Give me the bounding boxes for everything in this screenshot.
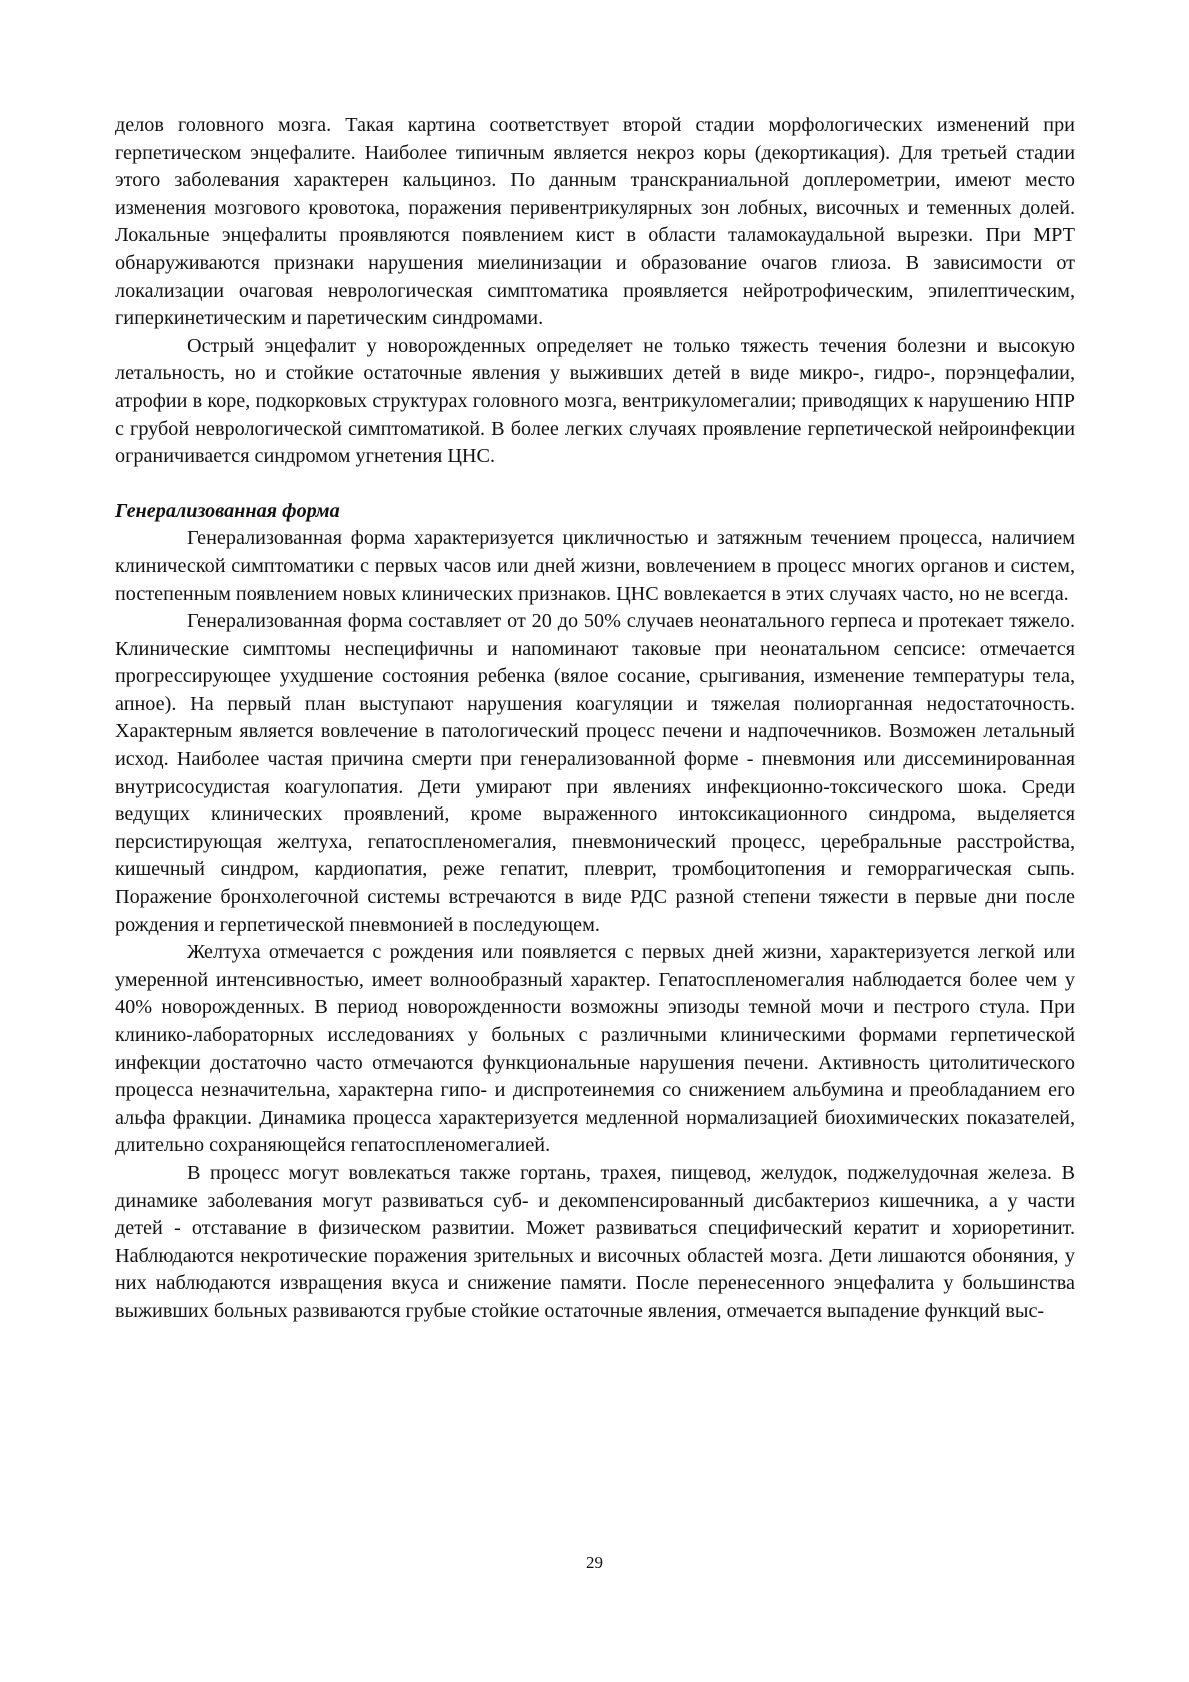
paragraph-jaundice: Желтуха отмечается с рождения или появляется с первых дней жизни, характеризуется легкой или умеренной интенсивностью, имеет волнообразный характер. Гепатоспленомегалия наблюдается более чем у 40% новорожденных. В период новорожденности возможны эпизоды темной мочи и пестрого стула. При клинико-лабораторных исследованиях у больных с различными клиническими формами герпетической инфекции достаточно часто отмечаются функциональные нарушения печени. Активность цитолитического процесса незначительна, характерна гипо- и диспротеинемия со снижением альбумина и преобладанием его альфа фракции. Динамика процесса характеризуется медленной нормализацией биохимических показателей, длительно сохраняющейся гепатоспленомегалией. bbox=[115, 941, 1075, 1157]
paragraph-organ-involvement: В процесс могут вовлекаться также гортань, трахея, пищевод, желудок, поджелудочная железа. В динамике заболевания могут развиваться суб- и декомпенсированный дисбактериоз кишечника, а у части детей - отставание в физическом развитии. Может развиваться специфический кератит и хориоретинит. Наблюдаются некротические поражения зрительных и височных областей мозга. Дети лишаются обоняния, у них наблюдаются извращения вкуса и снижение памяти. После перенесенного энцефалита у большинства выживших больных развиваются грубые стойкие остаточные явления, отмечается выпадение функций выс- bbox=[115, 1161, 1075, 1322]
section-heading: Генерализованная форма bbox=[115, 499, 340, 522]
paragraph-generalized-clinical: Генерализованная форма составляет от 20 до 50% случаев неонатального герпеса и протекает тяжело. Клинические симптомы неспецифичны и напоминают таковые при неонатальном сепсисе: отмечается прогрессирующее ухудшение состояния ребенка (вялое сосание, срыгивания, изменение температуры тела, апное). На первый план выступают нарушения коагуляции и тяжелая полиорганная недостаточность. Характерным является вовлечение в патологический процесс печени и надпочечников. Возможен летальный исход. Наиболее частая причина смерти при генерализованной форме - пневмония или диссеминированная внутрисосудистая коагулопатия. Дети умирают при явлениях инфекционно-токсического шока. Среди ведущих клинических проявлений, кроме выраженного интоксикационного синдрома, выделяется персистирующая желтуха, гепатоспленомегалия, пневмонический процесс, церебральные расстройства, кишечный синдром, кардиопатия, реже гепатит, плеврит, тромбоцитопения и геморрагическая сыпь. Поражение бронхолегочной системы встречаются в виде РДС разной степени тяжести в первые дни после рождения и герпетической пневмонией в последующем. bbox=[115, 610, 1075, 936]
page-number: 29 bbox=[586, 1553, 603, 1572]
section-spacer bbox=[115, 471, 1075, 498]
paragraph-continuation: делов головного мозга. Такая картина соответствует второй стадии морфологических изменений при герпетическом энцефалите. Наиболее типичным является некроз коры (декортикация). Для третьей стадии этого заболевания характерен кальциноз. По данным транскраниальной доплерометрии, имеют место изменения мозгового кровотока, поражения перивентрикулярных зон лобных, височных и теменных долей. Локальные энцефалиты проявляются появлением кист в области таламокаудальной вырезки. При МРТ обнаруживаются признаки нарушения миелинизации и образование очагов глиоза. В зависимости от локализации очаговая неврологическая симптоматика проявляется нейротрофическим, эпилептическим, гиперкинетическим и паретическим синдромами. bbox=[115, 114, 1075, 330]
paragraph-acute-encephalitis: Острый энцефалит у новорожденных определяет не только тяжесть течения болезни и высокую летальность, но и стойкие остаточные явления у выживших детей в виде микро-, гидро-, порэнцефалии, атрофии в коре, подкорковых структурах головного мозга, вентрикуломегалии; приводящих к нарушению НПР с грубой неврологической симптоматикой. В более легких случаях проявление герпетической нейроинфекции ограничивается синдромом угнетения ЦНС. bbox=[115, 334, 1075, 468]
body-text bbox=[115, 112, 1075, 1326]
paragraph-generalized-intro: Генерализованная форма характеризуется цикличностью и затяжным течением процесса, наличием клинической симптоматики с первых часов или дней жизни, вовлечением в процесс многих органов и систем, постепенным появлением новых клинических признаков. ЦНС вовлекается в этих случаях часто, но не всегда. bbox=[115, 527, 1075, 605]
